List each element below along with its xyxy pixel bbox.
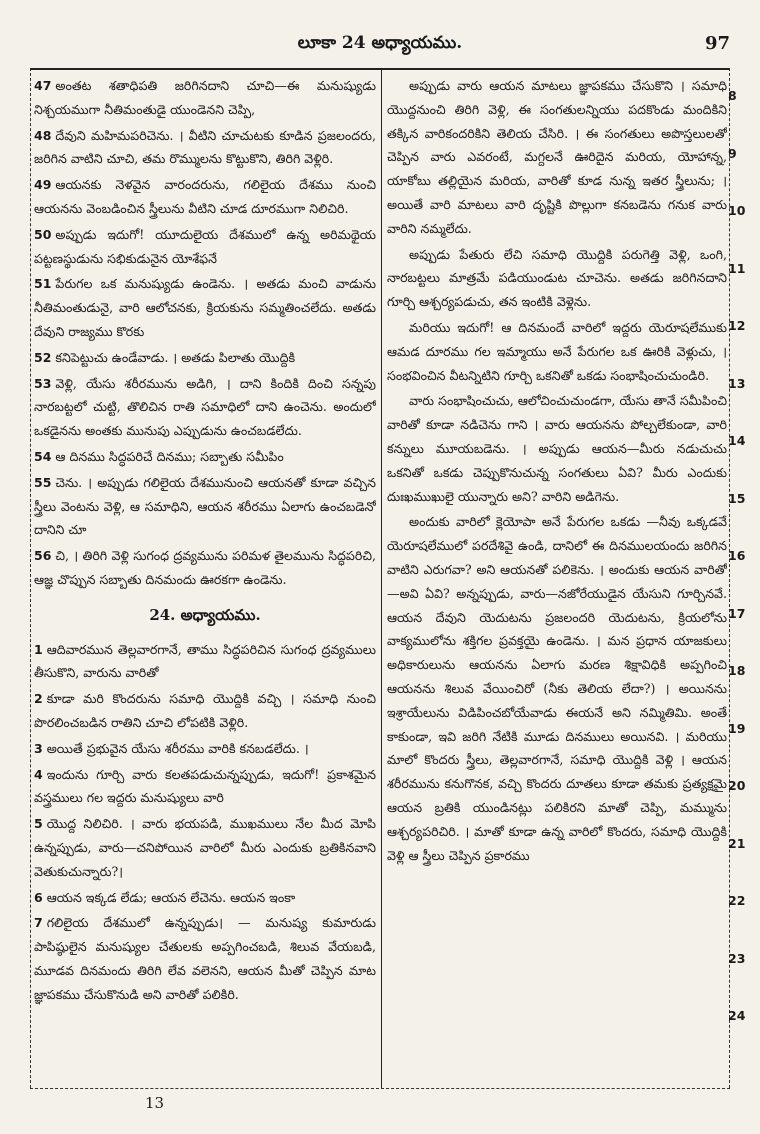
verse-number: 7	[34, 915, 43, 931]
verse-text: ఆయన ఇక్కడ లేడు; ఆయన లేచెను. ఆయన ఇంకా	[46, 889, 296, 905]
verse-text: వెళ్లి, యేసు శరీరమును అడిగి, । దాని కిందికి దించి సన్నపు నారబట్టలో చుట్టి, తొలిచిన రాతి సమాధిలో దాని ఉంచెను. అందులో ఒకడైనను అంతకు మునుపు ఎప్పుడును ఉంచబడలేదు.	[34, 375, 376, 439]
paragraph: అప్పుడు పేతురు లేచి సమాధి యొద్దికి పరుగెత్తి వెళ్లి, ఒంగి, నారబట్టలు మాత్రమే పడియుండుట చూచెను. అతడు జరిగినదాని గూర్చి ఆశ్చర్యపడుచు, తన ఇంటికి వెళ్లెను.	[387, 246, 727, 310]
verse	[34, 911, 376, 1006]
verse-number: 1	[34, 641, 43, 657]
paragraph: మరియు ఇదుగో! ఆ దినమందే వారిలో ఇద్దరు యెరూషలేముకు ఆమడ దూరము గల ఇమ్మాయు అనే పేరుగల ఒక ఊరికి వెళ్లుచు, । సంభవించిన వీటన్నిటిని గూర్చి ఒకనితో ఒకడు సంభాషించుచుండిరి.	[387, 319, 727, 383]
verse	[34, 638, 376, 686]
verse-number: 3	[34, 740, 43, 756]
margin-verse-number: 20	[728, 778, 746, 793]
verse	[34, 445, 376, 469]
paragraph: వారు సంభాషించుచు, ఆలోచించుచుండగా, యేసు తానే సమీపించి వారితో కూడా నడిచెను గాని । వారు ఆయనను పోల్చలేకుండా, వారి కన్నులు మూయబడెను. । అప్పుడు ఆయన—మీరు నడుచుచు ఒకనితో ఒకడు చెప్పుకొనుచున్న సంగతులు ఏవి? మీరు ఎందుకు దుఃఖముఖులై యున్నారు అని? వారిని అడిగెను.	[387, 393, 727, 504]
verse-number: 2	[34, 691, 43, 707]
verse-number: 55	[34, 474, 52, 490]
verse-number: 47	[34, 78, 52, 93]
running-header: లూకా 24 అధ్యాయము.	[297, 33, 463, 53]
margin-verse-number: 13	[728, 375, 746, 391]
verse	[34, 124, 376, 172]
verse-number: 50	[34, 226, 52, 242]
left-column	[34, 74, 376, 1080]
verse-number: 5	[34, 816, 43, 832]
margin-verse-number: 9	[728, 145, 737, 161]
verse-text: యొద్ద నిలిచిరి. । వారు భయపడి, ముఖములు నేల మీద మోపి ఉన్నప్పుడు, వారు—చనిపోయిన వారిలో మీరు ఎందుకు బ్రతికినవాని వెతుకుచున్నారు?।	[34, 816, 376, 879]
column-divider	[381, 68, 382, 1088]
top-rule	[30, 68, 730, 70]
verse	[34, 74, 376, 122]
verse-number: 48	[34, 127, 52, 143]
margin-verse-number: 22	[728, 893, 746, 908]
verse-number: 51	[34, 276, 52, 292]
verse-text: అయితే ప్రభువైన యేసు శరీరము వారికి కనబడలేదు. ।	[46, 740, 309, 756]
right-paragraphs	[387, 74, 727, 867]
margin-verse-number: 12	[728, 318, 746, 333]
margin-verse-number: 11	[728, 260, 746, 276]
margin-verse-number: 15	[728, 490, 746, 506]
verse-number: 6	[34, 889, 43, 905]
right-column	[387, 74, 727, 1080]
verse-number: 52	[34, 349, 52, 365]
verse-text: ఆయనకు నెళవైన వారందరును, గలిలైయ దేశము నుంచి ఆయనను వెంబడించిన స్త్రీలును వీటిని చూడ దూరముగా నిలిచిరి.	[34, 177, 376, 216]
verse-number: 4	[34, 766, 43, 782]
verses-before	[34, 74, 376, 592]
verse	[34, 544, 376, 592]
verse-text: చి, । తిరిగి వెళ్లి సుగంధ ద్రవ్యమును పరిమళ తైలమును సిద్ధపరిచి, ఆజ్ఞ చొప్పున సబ్బాతు దినమందు ఊరకగా ఉండెను.	[34, 548, 376, 587]
verse	[34, 886, 376, 910]
margin-verse-number: 23	[728, 950, 746, 966]
verse	[34, 812, 376, 883]
verse	[34, 272, 376, 343]
margin-verse-number: 16	[728, 548, 746, 563]
verse	[34, 173, 376, 221]
left-border	[30, 68, 31, 1088]
verse-text: ఇందును గూర్చి వారు కలతపడుచున్నప్పుడు, ఇదుగో! ప్రకాశమైన వస్త్రములు గల ఇద్దరు మనుష్యులు వారి	[34, 766, 376, 806]
verse	[34, 223, 376, 271]
verse-number: 49	[34, 177, 52, 193]
verse-text: అంతట శతాధిపతి జరిగినదాని చూచి—ఈ మనుష్యుడు నిశ్చయముగా నీతిమంతుడై యుండెనని చెప్పి,	[34, 78, 376, 117]
page-number: 97	[704, 33, 730, 54]
verse	[34, 737, 376, 761]
paragraph: అప్పుడు వారు ఆయన మాటలు జ్ఞాపకము చేసుకొని । సమాధి యొద్దనుంచి తిరిగి వెళ్లి, ఈ సంగతులన్నియు పదకొండు మందికిని తక్కిన వారికందరికిని తెలియ చేసిరి. । ఈ సంగతులు అపొస్తలులతో చెప్పిన వారు ఎవరంటే, మగ్దలనే ఊరిదైన మరియ, యోహాన్న, యాకోబు తల్లియైన మరియ, వారితో కూడ నున్న ఇతర స్త్రీలును; । అయితే వారి మాటలు వారి దృష్టికి పొల్లుగా కనబడెను గనుక వారు వారిని నమ్మలేదు.	[387, 78, 727, 236]
verse-text: కూడా మరి కొందరును సమాధి యొద్దికి వచ్చి । సమాధి నుంచి పొరలించబడిన రాతిని చూచి లోపటికి వెళ్లిరి.	[34, 691, 376, 730]
margin-verse-number: 19	[728, 720, 746, 736]
verse-text: చెను. । అప్పుడు గలిలైయ దేశమునుంచి ఆయనతో కూడా వచ్చిన స్త్రీలు వెంటను వెళ్లి, ఆ సమాధిని, ఆయన శరీరము ఏలాగు ఉంచబడెనో దానిని చూ	[34, 474, 376, 538]
verse	[34, 763, 376, 811]
verse-text: ఆ దినము సిద్ధపరిచే దినము; సబ్బాతు సమీపిం	[55, 448, 284, 464]
paragraph: అందుకు వారిలో క్లెయోపా అనే పేరుగల ఒకడు —నీవు ఒక్కడవే యెరూషలేములో పరదేశివై ఉండి, దానిలో ఈ దినములయందు జరిగిన వాటిని ఎరుగవా? అని ఆయనతో పలికెను. । అందుకు ఆయన వారితో —అవి ఏవి? అన్నప్పుడు, వారు—నజోరేయుడైన యేసుని గూర్చినవే. ఆయన దేవుని యెదుటను ప్రజలందరి యెదుటను, క్రియలోను వాక్యములోను శక్తిగల ప్రవక్తయై ఉండెను. । మన ప్రధాన యాజకులు అధికారులును ఆయనను ఏలాగు మరణ శిక్షావిధికి అప్పగించి ఆయనను శిలువ వేయించిరో (నీకు తెలియ లేదా?) । అయినను ఇశ్రాయేలును విడిపించబోయేవాడు ఈయనే అని నమ్మితిమి. అంతే కాకుండా, ఇవి జరిగి నేటికి మూడు దినములు అయినవి. । మరియు మాలో కొందరు స్త్రీలు, తెల్లవారగానే, సమాధి యొద్దికి వెళ్లి । ఆయన శరీరమును కనుగొనక, వచ్చి కొందరు దూతలు కూడా తమకు ప్రత్యక్షమై ఆయన బ్రతికి యుండినట్లు పలికిరని మాతో చెప్పి, మమ్మును ఆశ్చర్యపరిచిరి. । మాతో కూడా ఉన్న వారిలో కొందరు, సమాధి యొద్దికి వెళ్లి ఆ స్త్రీలు చెప్పిన ప్రకారము	[387, 514, 727, 863]
margin-verse-number: 14	[728, 433, 746, 448]
verse	[34, 471, 376, 542]
chapter-heading: 24. అధ్యాయము.	[149, 605, 261, 624]
margin-verse-number: 21	[728, 835, 746, 851]
verse	[34, 687, 376, 735]
footer-signature: 13	[145, 1094, 165, 1112]
margin-verse-number: 24	[728, 1008, 746, 1023]
verse-number: 56	[34, 548, 52, 564]
verse-text: కనిపెట్టుచు ఉండేవాడు. । అతడు పిలాతు యొద్దికి	[55, 349, 296, 365]
margin-verse-number: 8	[728, 88, 737, 103]
verse-number: 53	[34, 375, 52, 391]
verses-after	[34, 638, 376, 1007]
verse-text: పేరుగల ఒక మనుష్యుడు ఉండెను. । అతడు మంచి వాడును నీతిమంతుడునై, వారి ఆలోచనకు, క్రియకును సమ్మతించలేదు. అతడు దేవుని రాజ్యము కొరకు	[34, 276, 376, 339]
verse	[34, 346, 376, 370]
right-border	[729, 68, 730, 1088]
verse-text: అప్పుడు ఇదుగో! యూదులైయ దేశములో ఉన్న అరిమథైయ పట్టణస్థుడును సభికుడునైన యోశేఫనే	[34, 226, 376, 266]
verse-text: ఆదివారమున తెల్లవారగానే, తాము సిద్ధపరిచిన సుగంధ ద్రవ్యములు తీసుకొని, వారును వారితో	[34, 641, 376, 681]
margin-verse-number: 17	[728, 605, 746, 621]
bottom-rule	[30, 1088, 730, 1089]
margin-verse-number: 18	[728, 663, 746, 678]
verse-text: దేవుని మహిమపరిచెను. । వీటిని చూచుటకు కూడిన ప్రజలందరు, జరిగిన వాటిని చూచి, తమ రొమ్ములను కొట్టుకొని, తిరిగి వెళ్లిరి.	[34, 127, 376, 167]
verse-number: 54	[34, 448, 52, 464]
verse-text: గలిలైయ దేశములో ఉన్నప్పుడు। — మనుష్య కుమారుడు పాపిష్ఠులైన మనుష్యుల చేతులకు అప్పగించబడి, శిలువ వేయబడి, మూడవ దినమందు తిరిగి లేవ వలెనని, ఆయన మీతో చెప్పిన మాట జ్ఞాపకము చేసుకొనుడి అని వారితో పలికిరి.	[34, 915, 376, 1002]
verse	[34, 372, 376, 443]
margin-verse-number: 10	[728, 203, 746, 218]
